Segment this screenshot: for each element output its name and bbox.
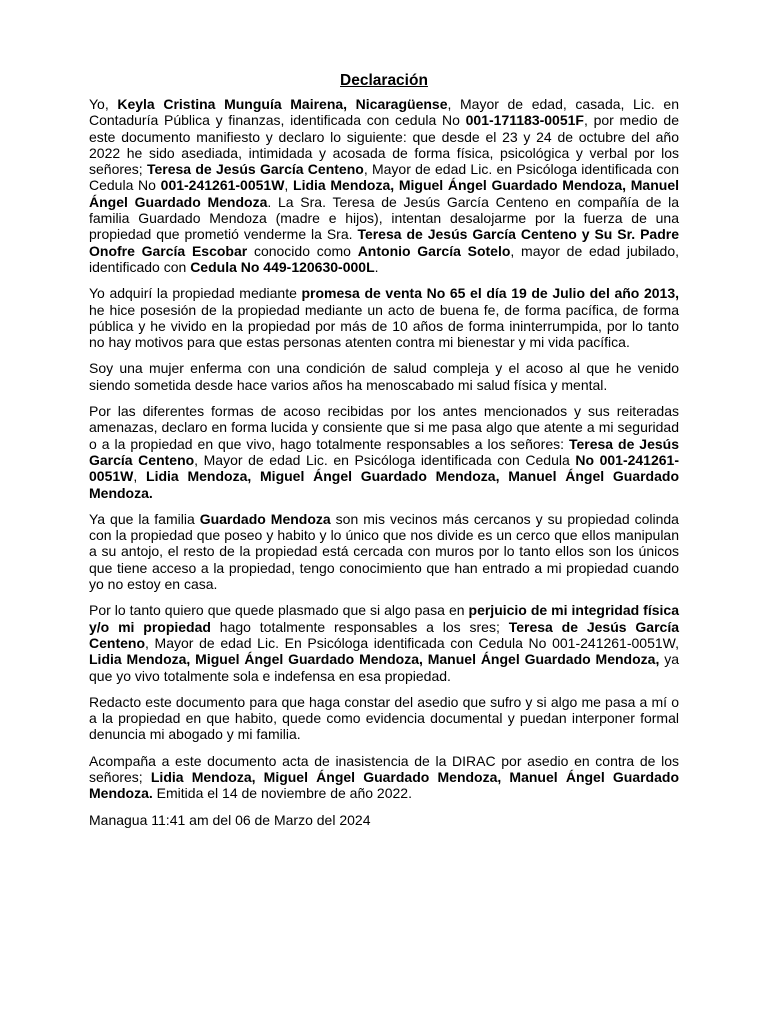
bold-text-segment: Antonio García Sotelo xyxy=(357,242,511,259)
bold-text-segment: Keyla Cristina Munguía Mairena, Nicaragüense xyxy=(117,96,448,112)
bold-text-segment: Cedula No 449-120630-000L xyxy=(190,258,375,275)
bold-text-segment: Lidia Mendoza, Miguel Ángel Guardado Mendoza, Manuel Ángel Guardado Mendoza. xyxy=(89,468,680,501)
body-paragraph xyxy=(89,753,679,802)
text-segment: , Mayor de edad Lic. en Psicóloga identificada con Cedula xyxy=(194,451,576,468)
text-segment: hago totalmente responsables a los sres; xyxy=(210,618,509,635)
text-segment: Ya que la familia xyxy=(89,510,200,527)
text-segment: Emitida el 14 de noviembre de año 2022. xyxy=(152,785,412,802)
text-segment: Por las diferentes formas de acoso recibidas por los antes mencionados y sus reiteradas amenazas, declaro en forma lucida y consiente que si me pasa algo que atente a mi seguridad o a la propiedad en que vivo, hago totalmente responsables a los señores: xyxy=(89,403,679,452)
body-paragraph xyxy=(89,602,679,683)
text-segment: , xyxy=(133,468,147,485)
body-paragraph xyxy=(89,285,679,350)
bold-text-segment: 001-171183-0051F xyxy=(465,112,584,129)
text-segment: , mayor de edad jubilado, identificado con xyxy=(89,242,679,275)
bold-text-segment: Guardado Mendoza xyxy=(199,510,331,527)
bold-text-segment: Lidia Mendoza, Miguel Ángel Guardado Mendoza, Manuel Ángel Guardado Mendoza. xyxy=(89,768,680,802)
text-segment: , xyxy=(284,177,294,194)
text-segment: Redacto este documento para que haga constar del asedio que sufro y si algo me pasa a mí o a la propiedad en que habito, quede como evidencia documental y puedan interponer formal denuncia mi abogado y mi familia. xyxy=(89,693,679,743)
text-segment: . La Sra. Teresa de Jesús García Centeno en compañía de la familia Guardado Mendoza (madre e hijos), intentan desalojarme por la fuerza de una propiedad que prometió venderme la Sra. xyxy=(89,193,679,243)
body-paragraph xyxy=(89,96,679,275)
text-segment: Acompaña a este documento acta de inasistencia de la DIRAC por asedio en contra de los señores; xyxy=(89,752,679,785)
text-segment: son mis vecinos más cercanos y su propiedad colinda con la propiedad que poseo y habito y lo único que nos divide es un cerco que ellos manipulan a su antojo, el resto de la propiedad está cercada con muros por lo tanto ellos son los únicos que tiene acceso a la propiedad, tengo conocimiento que han entrado a mi propiedad cuando yo no estoy en casa. xyxy=(89,510,679,593)
document-page xyxy=(89,72,679,828)
bold-text-segment: No 001-241261-0051W xyxy=(89,451,679,485)
text-segment: , Mayor de edad, casada, Lic. en Contaduría Pública y finanzas, identificada con cedula No xyxy=(89,96,680,129)
document-body xyxy=(89,96,679,802)
text-segment: , por medio de este documento manifiesto y declaro lo siguiente: que desde el 23 y 24 de octubre del año 2022 he sido asediada, intimidada y acosada de forma física, psicológica y verbal por los señores; xyxy=(89,112,679,178)
text-segment: , Mayor de edad Lic. En Psicóloga identificada con Cedula No 001-241261-0051W, xyxy=(145,634,679,651)
text-segment: he hice posesión de la propiedad mediante un acto de buena fe, de forma pacífica, de forma pública y he vivido en la propiedad por más de 10 años de forma ininterrumpida, por lo tanto no hay motivos para que estas personas atenten contra mi bienestar y mi vida pacífica. xyxy=(89,301,679,351)
bold-text-segment: 001-241261-0051W xyxy=(160,177,285,194)
bold-text-segment: Teresa de Jesús García Centeno xyxy=(146,161,364,178)
body-paragraph xyxy=(89,694,679,743)
closing-date-line: Managua 11:41 am del 06 de Marzo del 2024 xyxy=(89,811,371,828)
bold-text-segment: Lidia Mendoza, Miguel Ángel Guardado Mendoza, Manuel Ángel Guardado Mendoza, xyxy=(89,651,660,668)
bold-text-segment: Teresa de Jesús García Centeno xyxy=(89,618,679,651)
body-paragraph xyxy=(89,360,679,393)
text-segment: Por lo tanto quiero que quede plasmado que si algo pasa en xyxy=(89,602,469,619)
bold-text-segment: Teresa de Jesús García Centeno xyxy=(89,435,680,468)
text-segment: Yo, xyxy=(89,96,118,112)
text-segment: Soy una mujer enferma con una condición de salud compleja y el acoso al que he venido siendo sometida desde hace varios años ha menoscabado mi salud física y mental. xyxy=(89,360,679,393)
bold-text-segment: Teresa de Jesús García Centeno y Su Sr. Padre Onofre García Escobar xyxy=(89,226,679,259)
body-paragraph xyxy=(89,403,679,501)
bold-text-segment: Lidia Mendoza, Miguel Ángel Guardado Mendoza, Manuel Ángel Guardado Mendoza xyxy=(89,177,679,210)
text-segment: Yo adquirí la propiedad mediante xyxy=(89,285,302,302)
text-segment: ya que yo vivo totalmente sola e indefensa en esa propiedad. xyxy=(89,651,679,684)
document-title: Declaración xyxy=(340,72,428,89)
text-segment: . xyxy=(374,258,379,275)
bold-text-segment: perjuicio de mi integridad física y/o mi propiedad xyxy=(89,602,679,635)
bold-text-segment: promesa de venta No 65 el día 19 de Julio del año 2013, xyxy=(301,285,679,302)
text-segment: conocido como xyxy=(247,242,358,259)
body-paragraph xyxy=(89,511,679,592)
text-segment: , Mayor de edad Lic. en Psicóloga identificada con Cedula No xyxy=(89,161,679,194)
